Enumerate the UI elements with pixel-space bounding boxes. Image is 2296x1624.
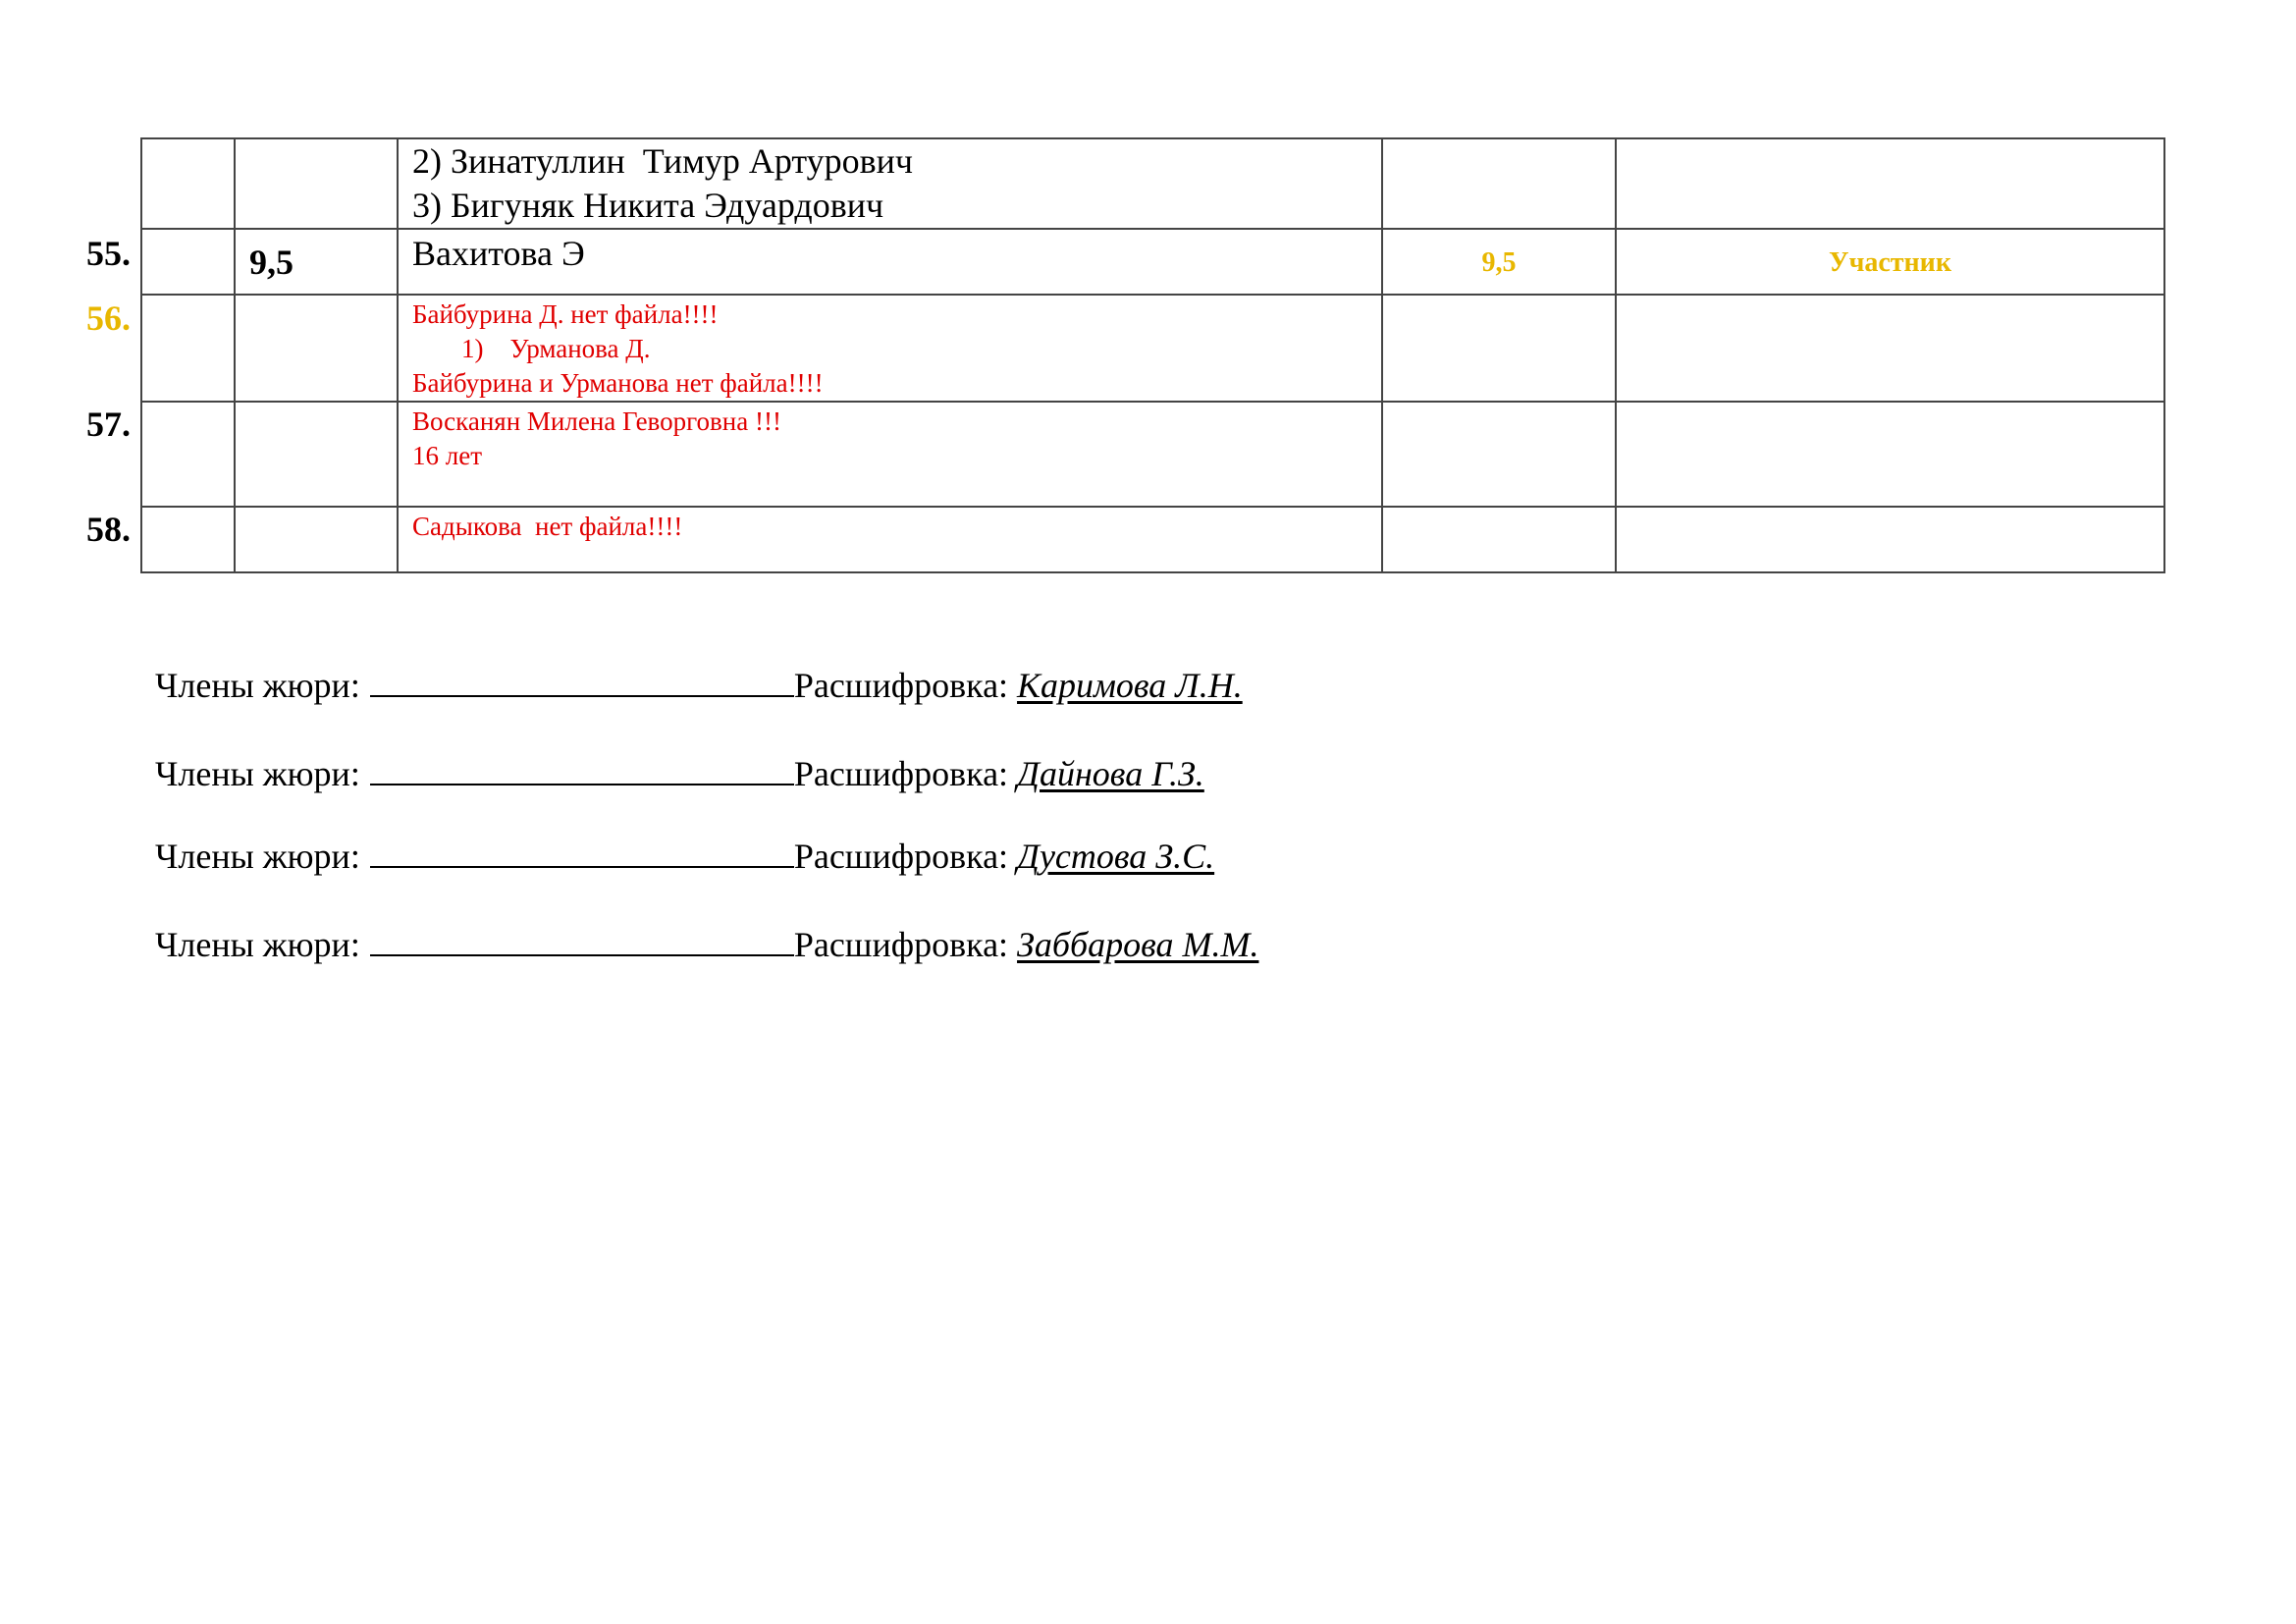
table-cell <box>1616 507 2164 572</box>
signature-line <box>155 923 1258 962</box>
table-cell <box>235 507 398 572</box>
table-cell <box>1382 402 1616 507</box>
row-number-57: 57. <box>86 405 131 444</box>
table-cell <box>1382 295 1616 402</box>
table-cell <box>235 138 398 229</box>
names-cell <box>398 138 1382 229</box>
jury-label: Члены жюри: <box>155 666 360 705</box>
note-line: Байбурина и Урманова нет файла!!!! <box>412 368 824 398</box>
note-line: Байбурина Д. нет файла!!!! <box>412 299 719 329</box>
signature-blank <box>370 752 794 785</box>
names-cell <box>398 229 1382 295</box>
decode-label: Расшифровка: <box>793 666 1009 705</box>
note-line: 16 лет <box>412 441 483 470</box>
results-table <box>140 137 2165 573</box>
decode-label: Расшифровка: <box>793 754 1009 793</box>
participant-name: Вахитова Э <box>412 234 585 273</box>
row-number-56: 56. <box>86 298 131 338</box>
notes-cell <box>398 507 1382 572</box>
signature-line <box>155 664 1243 703</box>
score-value: 9,5 <box>249 243 294 282</box>
decode-label: Расшифровка: <box>793 925 1009 964</box>
row-number-55: 55. <box>86 234 131 273</box>
participant-name: 2) Зинатуллин Тимур Артурович <box>412 141 914 181</box>
table-row <box>141 138 2164 229</box>
table-cell <box>1616 295 2164 402</box>
table-cell <box>141 138 235 229</box>
decode-label: Расшифровка: <box>793 837 1009 876</box>
table-cell <box>1382 138 1616 229</box>
table-cell <box>235 402 398 507</box>
notes-cell <box>398 295 1382 402</box>
table-cell <box>235 295 398 402</box>
note-line: Садыкова нет файла!!!! <box>412 512 683 541</box>
jury-label: Члены жюри: <box>155 754 360 793</box>
table-cell <box>1382 507 1616 572</box>
signature-line <box>155 835 1214 874</box>
jury-label: Члены жюри: <box>155 925 360 964</box>
table-cell <box>1616 402 2164 507</box>
table-cell <box>1616 138 2164 229</box>
signature-blank <box>370 664 794 697</box>
jury-label: Члены жюри: <box>155 837 360 876</box>
jury-member-name: Дустова З.С. <box>1017 837 1215 876</box>
signature-blank <box>370 835 794 868</box>
note-line: Восканян Милена Геворговна !!! <box>412 406 781 436</box>
table-cell <box>141 507 235 572</box>
table-row <box>141 295 2164 402</box>
points-cell <box>1382 229 1616 295</box>
points-value: 9,5 <box>1481 247 1517 278</box>
status-value: Участник <box>1829 247 1951 278</box>
table-cell <box>141 295 235 402</box>
signature-blank <box>370 923 794 956</box>
jury-member-name: Дайнова Г.З. <box>1017 754 1204 793</box>
signature-line <box>155 752 1204 791</box>
table-cell <box>141 402 235 507</box>
table-cell <box>141 229 235 295</box>
status-cell <box>1616 229 2164 295</box>
table-row <box>141 507 2164 572</box>
score-cell <box>235 229 398 295</box>
jury-member-name: Заббарова М.М. <box>1017 925 1259 964</box>
note-line: 1) Урманова Д. <box>461 334 651 363</box>
notes-cell <box>398 402 1382 507</box>
row-number-58: 58. <box>86 510 131 549</box>
table-row <box>141 229 2164 295</box>
jury-member-name: Каримова Л.Н. <box>1017 666 1243 705</box>
participant-name: 3) Бигуняк Никита Эдуардович <box>412 186 884 225</box>
table-row <box>141 402 2164 507</box>
